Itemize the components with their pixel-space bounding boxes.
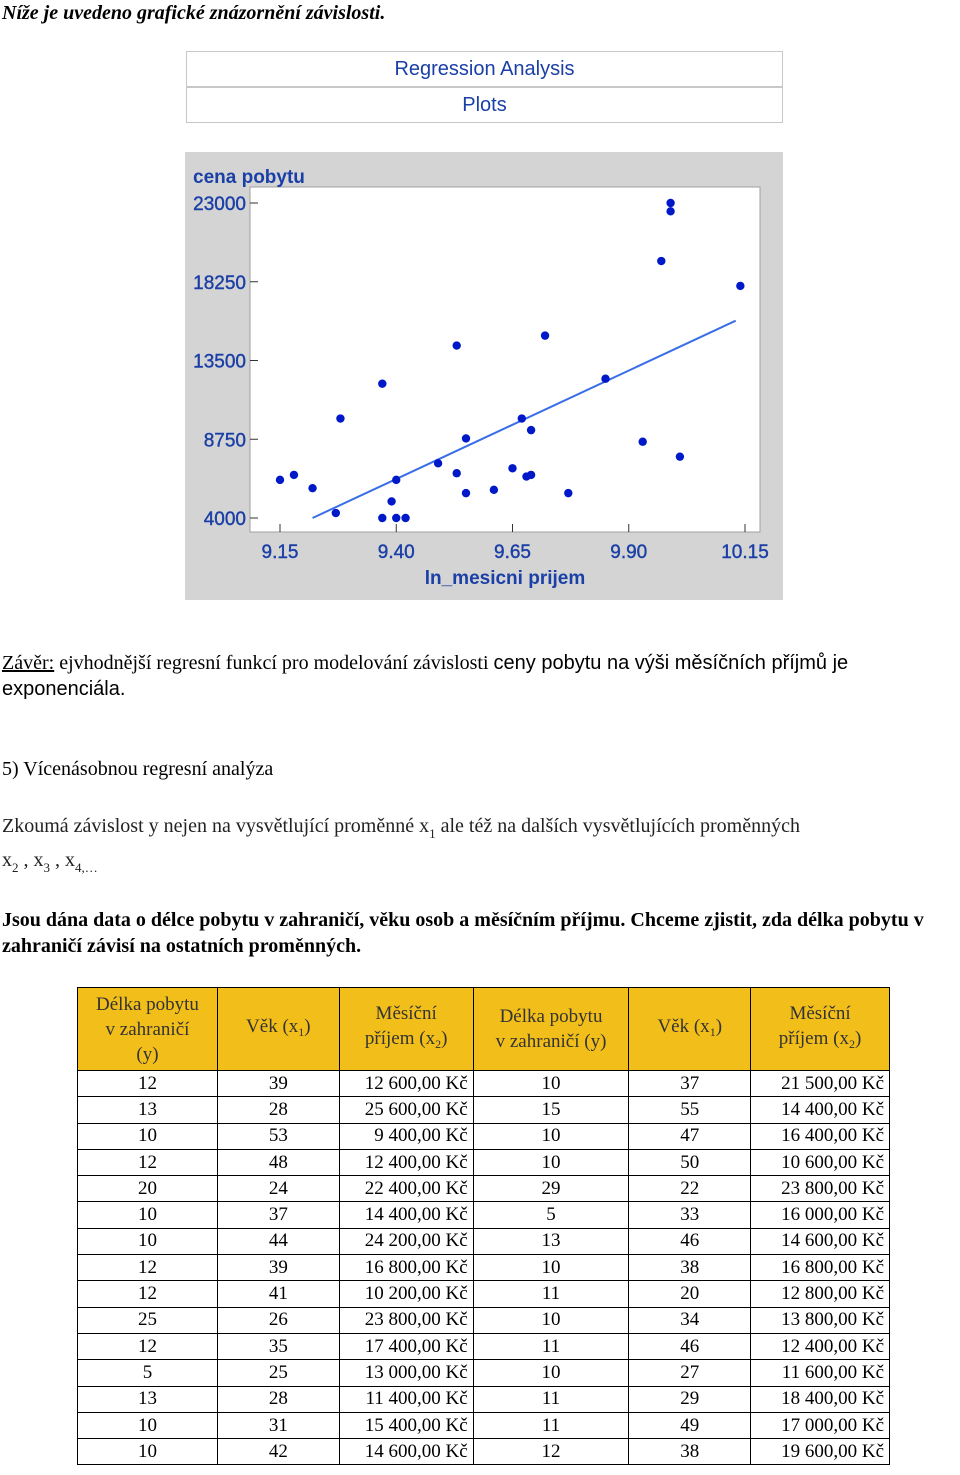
table-cell: 31 bbox=[217, 1412, 339, 1438]
scatter-point bbox=[541, 331, 549, 339]
conclusion-text-a: ejvhodnější regresní funkcí pro modelování závislosti bbox=[54, 652, 494, 674]
table-cell: 15 bbox=[473, 1097, 629, 1123]
table-cell: 46 bbox=[629, 1228, 751, 1254]
table-cell: 37 bbox=[217, 1202, 339, 1228]
table-cell: 29 bbox=[473, 1176, 629, 1202]
section-heading: 5) Vícenásobnou regresní analýza bbox=[2, 758, 274, 780]
scatter-point bbox=[508, 464, 516, 472]
table-cell: 23 800,00 Kč bbox=[751, 1176, 890, 1202]
scatter-point bbox=[453, 341, 461, 349]
table-cell: 33 bbox=[629, 1202, 751, 1228]
scatter-point bbox=[378, 380, 386, 388]
table-row bbox=[78, 1360, 890, 1386]
table-cell: 11 600,00 Kč bbox=[751, 1360, 890, 1386]
scatter-point bbox=[276, 476, 284, 484]
table-row bbox=[78, 1412, 890, 1438]
table-cell: 13 000,00 Kč bbox=[339, 1360, 473, 1386]
table-cell: 37 bbox=[629, 1071, 751, 1097]
scatter-point bbox=[290, 471, 298, 479]
table-row bbox=[78, 1228, 890, 1254]
description-line-1 bbox=[2, 815, 800, 842]
table-cell: 38 bbox=[629, 1255, 751, 1281]
table-cell: 28 bbox=[217, 1386, 339, 1412]
description-x4-sub: 4,… bbox=[75, 860, 98, 875]
table-cell: 10 bbox=[473, 1360, 629, 1386]
table-cell: 10 bbox=[473, 1071, 629, 1097]
scatter-point bbox=[392, 514, 400, 522]
table-cell: 12 bbox=[78, 1149, 218, 1175]
table-cell: 17 000,00 Kč bbox=[751, 1412, 890, 1438]
table-cell: 46 bbox=[629, 1333, 751, 1359]
description-x3-sub: 3 bbox=[43, 860, 50, 875]
scatter-point bbox=[387, 497, 395, 505]
table-cell: 22 bbox=[629, 1176, 751, 1202]
table-cell: 11 bbox=[473, 1281, 629, 1307]
table-cell: 29 bbox=[629, 1386, 751, 1412]
scatter-point bbox=[666, 207, 674, 215]
scatter-point bbox=[527, 471, 535, 479]
header-age-1: Věk $(x_1)$ bbox=[217, 988, 339, 1071]
table-cell: 13 bbox=[78, 1386, 218, 1412]
scatter-point bbox=[332, 509, 340, 517]
description-x2-sub: 2 bbox=[12, 860, 19, 875]
table-cell: 12 bbox=[78, 1071, 218, 1097]
table-cell: 22 400,00 Kč bbox=[339, 1176, 473, 1202]
header-stay-length-1: Délka pobytu v zahraničí (y) bbox=[78, 988, 218, 1071]
table-cell: 9 400,00 Kč bbox=[339, 1123, 473, 1149]
table-cell: 12 bbox=[78, 1333, 218, 1359]
table-row bbox=[78, 1149, 890, 1175]
description-line-2 bbox=[2, 849, 98, 876]
table-cell: 11 400,00 Kč bbox=[339, 1386, 473, 1412]
table-cell: 27 bbox=[629, 1360, 751, 1386]
table-cell: 18 400,00 Kč bbox=[751, 1386, 890, 1412]
table-cell: 28 bbox=[217, 1097, 339, 1123]
table-cell: 24 bbox=[217, 1176, 339, 1202]
table-cell: 20 bbox=[629, 1281, 751, 1307]
table-cell: 13 bbox=[78, 1097, 218, 1123]
scatter-point bbox=[308, 484, 316, 492]
table-cell: 41 bbox=[217, 1281, 339, 1307]
table-cell: 25 bbox=[78, 1307, 218, 1333]
table-cell: 23 800,00 Kč bbox=[339, 1307, 473, 1333]
table-cell: 35 bbox=[217, 1333, 339, 1359]
table-cell: 16 000,00 Kč bbox=[751, 1202, 890, 1228]
scatter-point bbox=[336, 414, 344, 422]
table-cell: 25 bbox=[217, 1360, 339, 1386]
table-cell: 44 bbox=[217, 1228, 339, 1254]
table-cell: 12 400,00 Kč bbox=[339, 1149, 473, 1175]
table-cell: 12 800,00 Kč bbox=[751, 1281, 890, 1307]
table-cell: 16 800,00 Kč bbox=[339, 1255, 473, 1281]
data-paragraph: Jsou dána data o délce pobytu v zahraničí, věku osob a měsíčním příjmu. Chceme zjistit, zda délka pobytu v zahraničí závisí na ostatních proměnných. bbox=[2, 909, 924, 957]
table-cell: 11 bbox=[473, 1412, 629, 1438]
x-tick-label: 9.65 bbox=[494, 542, 531, 563]
table-cell: 10 bbox=[78, 1228, 218, 1254]
scatter-point bbox=[462, 434, 470, 442]
intro-text: Níže je uvedeno grafické znázornění závislosti. bbox=[2, 2, 386, 24]
table-cell: 14 400,00 Kč bbox=[751, 1097, 890, 1123]
conclusion-text-b: ceny pobytu na výši měsíčních příjmů je exponenciála. bbox=[2, 652, 849, 700]
description-text-b: ale též na dalších vysvětlujících proměnných bbox=[435, 815, 800, 837]
conclusion-label: Závěr: bbox=[2, 652, 55, 674]
scatter-point bbox=[657, 257, 665, 265]
y-tick-label: 4000 bbox=[203, 509, 246, 530]
header-age-2: Věk $(x_1)$ bbox=[629, 988, 751, 1071]
x-tick-label: 9.15 bbox=[261, 542, 299, 563]
table-cell: 11 bbox=[473, 1386, 629, 1412]
y-tick-label: 13500 bbox=[193, 351, 246, 373]
table-cell: 50 bbox=[629, 1149, 751, 1175]
y-tick-label: 23000 bbox=[193, 194, 246, 215]
scatter-point bbox=[527, 426, 535, 434]
table-cell: 10 bbox=[473, 1255, 629, 1281]
table-row bbox=[78, 1333, 890, 1359]
table-cell: 16 400,00 Kč bbox=[751, 1123, 890, 1149]
table-cell: 10 600,00 Kč bbox=[751, 1149, 890, 1175]
description-sep1: , x bbox=[18, 849, 44, 871]
table-cell: 10 bbox=[473, 1307, 629, 1333]
table-row bbox=[78, 1176, 890, 1202]
table-row bbox=[78, 1071, 890, 1097]
header-income-2: Měsíční příjem $(x_2)$ bbox=[751, 988, 890, 1071]
scatter-point bbox=[378, 514, 386, 522]
table-cell: 14 400,00 Kč bbox=[339, 1202, 473, 1228]
table-cell: 13 800,00 Kč bbox=[751, 1307, 890, 1333]
description-x2: x bbox=[2, 849, 12, 871]
table-cell: 21 500,00 Kč bbox=[751, 1071, 890, 1097]
data-table bbox=[77, 987, 890, 1465]
table-cell: 13 bbox=[473, 1228, 629, 1254]
table-cell: 11 bbox=[473, 1333, 629, 1359]
table-cell: 14 600,00 Kč bbox=[751, 1228, 890, 1254]
scatter-point bbox=[392, 476, 400, 484]
scatter-chart bbox=[185, 152, 783, 600]
scatter-point bbox=[639, 438, 647, 446]
table-cell: 42 bbox=[217, 1439, 339, 1465]
description-text-a: Zkoumá závislost y nejen na vysvětlující proměnné x bbox=[2, 815, 430, 837]
table-cell: 12 400,00 Kč bbox=[751, 1333, 890, 1359]
scatter-point bbox=[453, 469, 461, 477]
scatter-chart-svg bbox=[185, 152, 783, 600]
table-row bbox=[78, 1307, 890, 1333]
conclusion bbox=[2, 650, 952, 702]
header-income-1: Měsíční příjem $(x_2)$ bbox=[339, 988, 473, 1071]
table-cell: 19 600,00 Kč bbox=[751, 1439, 890, 1465]
table-cell: 53 bbox=[217, 1123, 339, 1149]
scatter-point bbox=[601, 375, 609, 383]
table-cell: 16 800,00 Kč bbox=[751, 1255, 890, 1281]
table-body bbox=[78, 1071, 890, 1465]
y-tick-label: 8750 bbox=[203, 430, 246, 452]
table-row bbox=[78, 1281, 890, 1307]
x-tick-label: 10.15 bbox=[721, 542, 769, 563]
table-cell: 12 600,00 Kč bbox=[339, 1071, 473, 1097]
table-cell: 5 bbox=[473, 1202, 629, 1228]
scatter-point bbox=[518, 414, 526, 422]
table-cell: 10 bbox=[78, 1439, 218, 1465]
regression-analysis-title: Regression Analysis bbox=[186, 51, 783, 87]
y-tick-label: 18250 bbox=[193, 272, 246, 294]
table-cell: 12 bbox=[78, 1281, 218, 1307]
table-cell: 38 bbox=[629, 1439, 751, 1465]
x-axis-label: ln_mesicni prijem bbox=[424, 568, 586, 589]
scatter-point bbox=[666, 199, 674, 207]
scatter-point bbox=[564, 489, 572, 497]
plots-subtitle: Plots bbox=[186, 87, 783, 123]
table-cell: 10 bbox=[473, 1123, 629, 1149]
x-tick-label: 9.90 bbox=[610, 542, 648, 563]
table-cell: 15 400,00 Kč bbox=[339, 1412, 473, 1438]
table-cell: 10 bbox=[78, 1412, 218, 1438]
table-cell: 49 bbox=[629, 1412, 751, 1438]
table-cell: 26 bbox=[217, 1307, 339, 1333]
table-cell: 14 600,00 Kč bbox=[339, 1439, 473, 1465]
table-row bbox=[78, 1255, 890, 1281]
scatter-point bbox=[676, 452, 684, 460]
table-row bbox=[78, 1439, 890, 1465]
table-cell: 20 bbox=[78, 1176, 218, 1202]
scatter-point bbox=[401, 514, 409, 522]
table-row bbox=[78, 1123, 890, 1149]
table-cell: 47 bbox=[629, 1123, 751, 1149]
table-cell: 55 bbox=[629, 1097, 751, 1123]
table-row bbox=[78, 1097, 890, 1123]
table-cell: 10 bbox=[78, 1123, 218, 1149]
x-tick-label: 9.40 bbox=[377, 542, 415, 563]
table-header-row bbox=[78, 988, 890, 1071]
table-cell: 10 200,00 Kč bbox=[339, 1281, 473, 1307]
table-cell: 10 bbox=[78, 1202, 218, 1228]
y-axis-label: cena pobytu bbox=[193, 167, 305, 188]
table-cell: 25 600,00 Kč bbox=[339, 1097, 473, 1123]
table-cell: 39 bbox=[217, 1071, 339, 1097]
table-cell: 12 bbox=[473, 1439, 629, 1465]
scatter-point bbox=[736, 282, 744, 290]
table-cell: 39 bbox=[217, 1255, 339, 1281]
scatter-point bbox=[490, 486, 498, 494]
description-sep2: , x bbox=[50, 849, 75, 871]
scatter-point bbox=[434, 459, 442, 467]
table-row bbox=[78, 1202, 890, 1228]
table-cell: 17 400,00 Kč bbox=[339, 1333, 473, 1359]
plot-area bbox=[250, 187, 760, 532]
table-cell: 5 bbox=[78, 1360, 218, 1386]
table-cell: 48 bbox=[217, 1149, 339, 1175]
description-sub-1: 1 bbox=[429, 826, 436, 841]
table-row bbox=[78, 1386, 890, 1412]
scatter-point bbox=[462, 489, 470, 497]
table-cell: 12 bbox=[78, 1255, 218, 1281]
table-cell: 34 bbox=[629, 1307, 751, 1333]
table-cell: 24 200,00 Kč bbox=[339, 1228, 473, 1254]
header-stay-length-2: Délka pobytu v zahraničí (y) bbox=[473, 988, 629, 1071]
table-cell: 10 bbox=[473, 1149, 629, 1175]
